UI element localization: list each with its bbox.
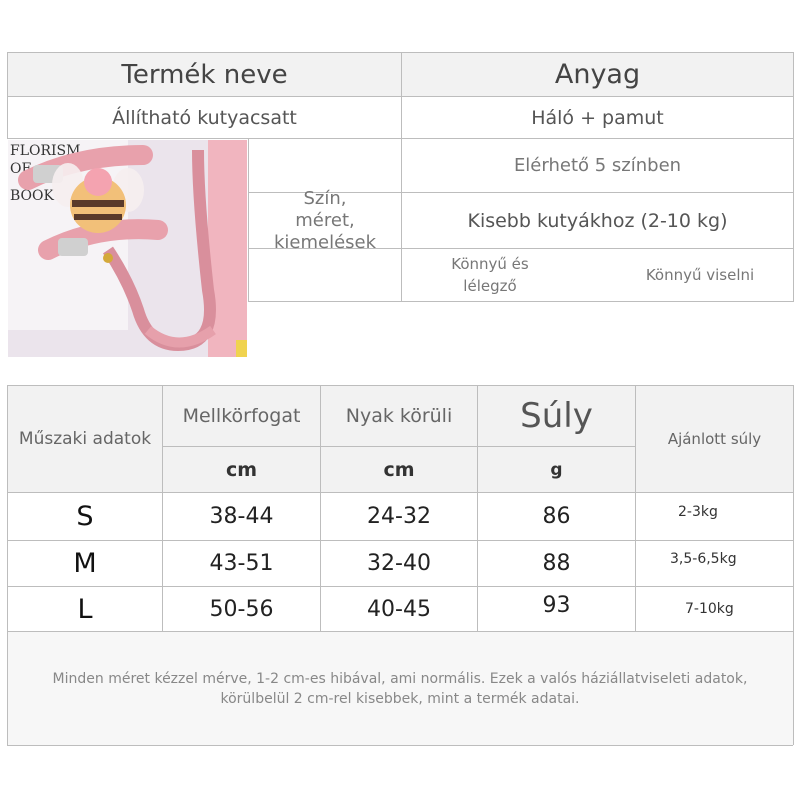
weight-unit: g: [550, 459, 563, 480]
colors-available: Elérhető 5 színben: [513, 155, 682, 176]
chest-header: Mellkörfogat: [182, 405, 301, 427]
divider: [793, 52, 794, 302]
product-name-value: Állítható kutyacsatt: [112, 106, 297, 129]
table-cell: 2-3kg: [678, 503, 718, 520]
size-l: L: [77, 593, 93, 625]
chest-unit: cm: [225, 458, 258, 481]
table-cell: 24-32: [367, 504, 431, 529]
table-cell: 86: [542, 504, 571, 529]
features-label: Szín, méret, kiemelések: [273, 187, 377, 253]
divider: [793, 385, 794, 745]
table-cell: 93: [542, 592, 571, 618]
table-cell: 7-10kg: [685, 601, 734, 617]
weight-header: Súly: [520, 396, 593, 436]
svg-text:BOOK: BOOK: [10, 188, 54, 204]
product-photo: [8, 140, 247, 357]
table-cell: 50-56: [209, 596, 274, 622]
size-m: M: [73, 548, 97, 579]
spec-row-header: Műszaki adatok: [18, 429, 152, 449]
divider: [7, 745, 793, 746]
table-cell: 88: [542, 551, 571, 576]
svg-text:FLORISM: FLORISM: [10, 143, 81, 159]
feature-easy-wear: Könnyű viselni: [645, 266, 755, 284]
material-header: Anyag: [554, 59, 641, 90]
table-cell: 43-51: [209, 551, 274, 576]
table-cell: 38-44: [209, 504, 274, 529]
size-target: Kisebb kutyákhoz (2-10 kg): [467, 209, 728, 232]
neck-unit: cm: [383, 458, 415, 481]
table-cell: 32-40: [367, 551, 431, 576]
feature-breathable: Könnyű és lélegző: [451, 255, 529, 295]
material-value: Háló + pamut: [531, 106, 664, 129]
table-cell: 40-45: [367, 596, 431, 622]
svg-text:OF: OF: [10, 161, 32, 177]
harness-illustration: [8, 140, 247, 357]
measurement-note: Minden méret kézzel mérve, 1-2 cm-es hibával, ami normális. Ezek a valós háziállatviseleti adatok, körülbelül 2 cm-rel kisebbek, mint a termék adatai.: [52, 670, 748, 707]
size-s: S: [76, 501, 94, 532]
table-cell: 3,5-6,5kg: [670, 550, 737, 567]
recommended-header: Ajánlott súly: [667, 430, 762, 448]
neck-header: Nyak körüli: [345, 405, 453, 427]
product-name-header: Termék neve: [121, 59, 288, 90]
